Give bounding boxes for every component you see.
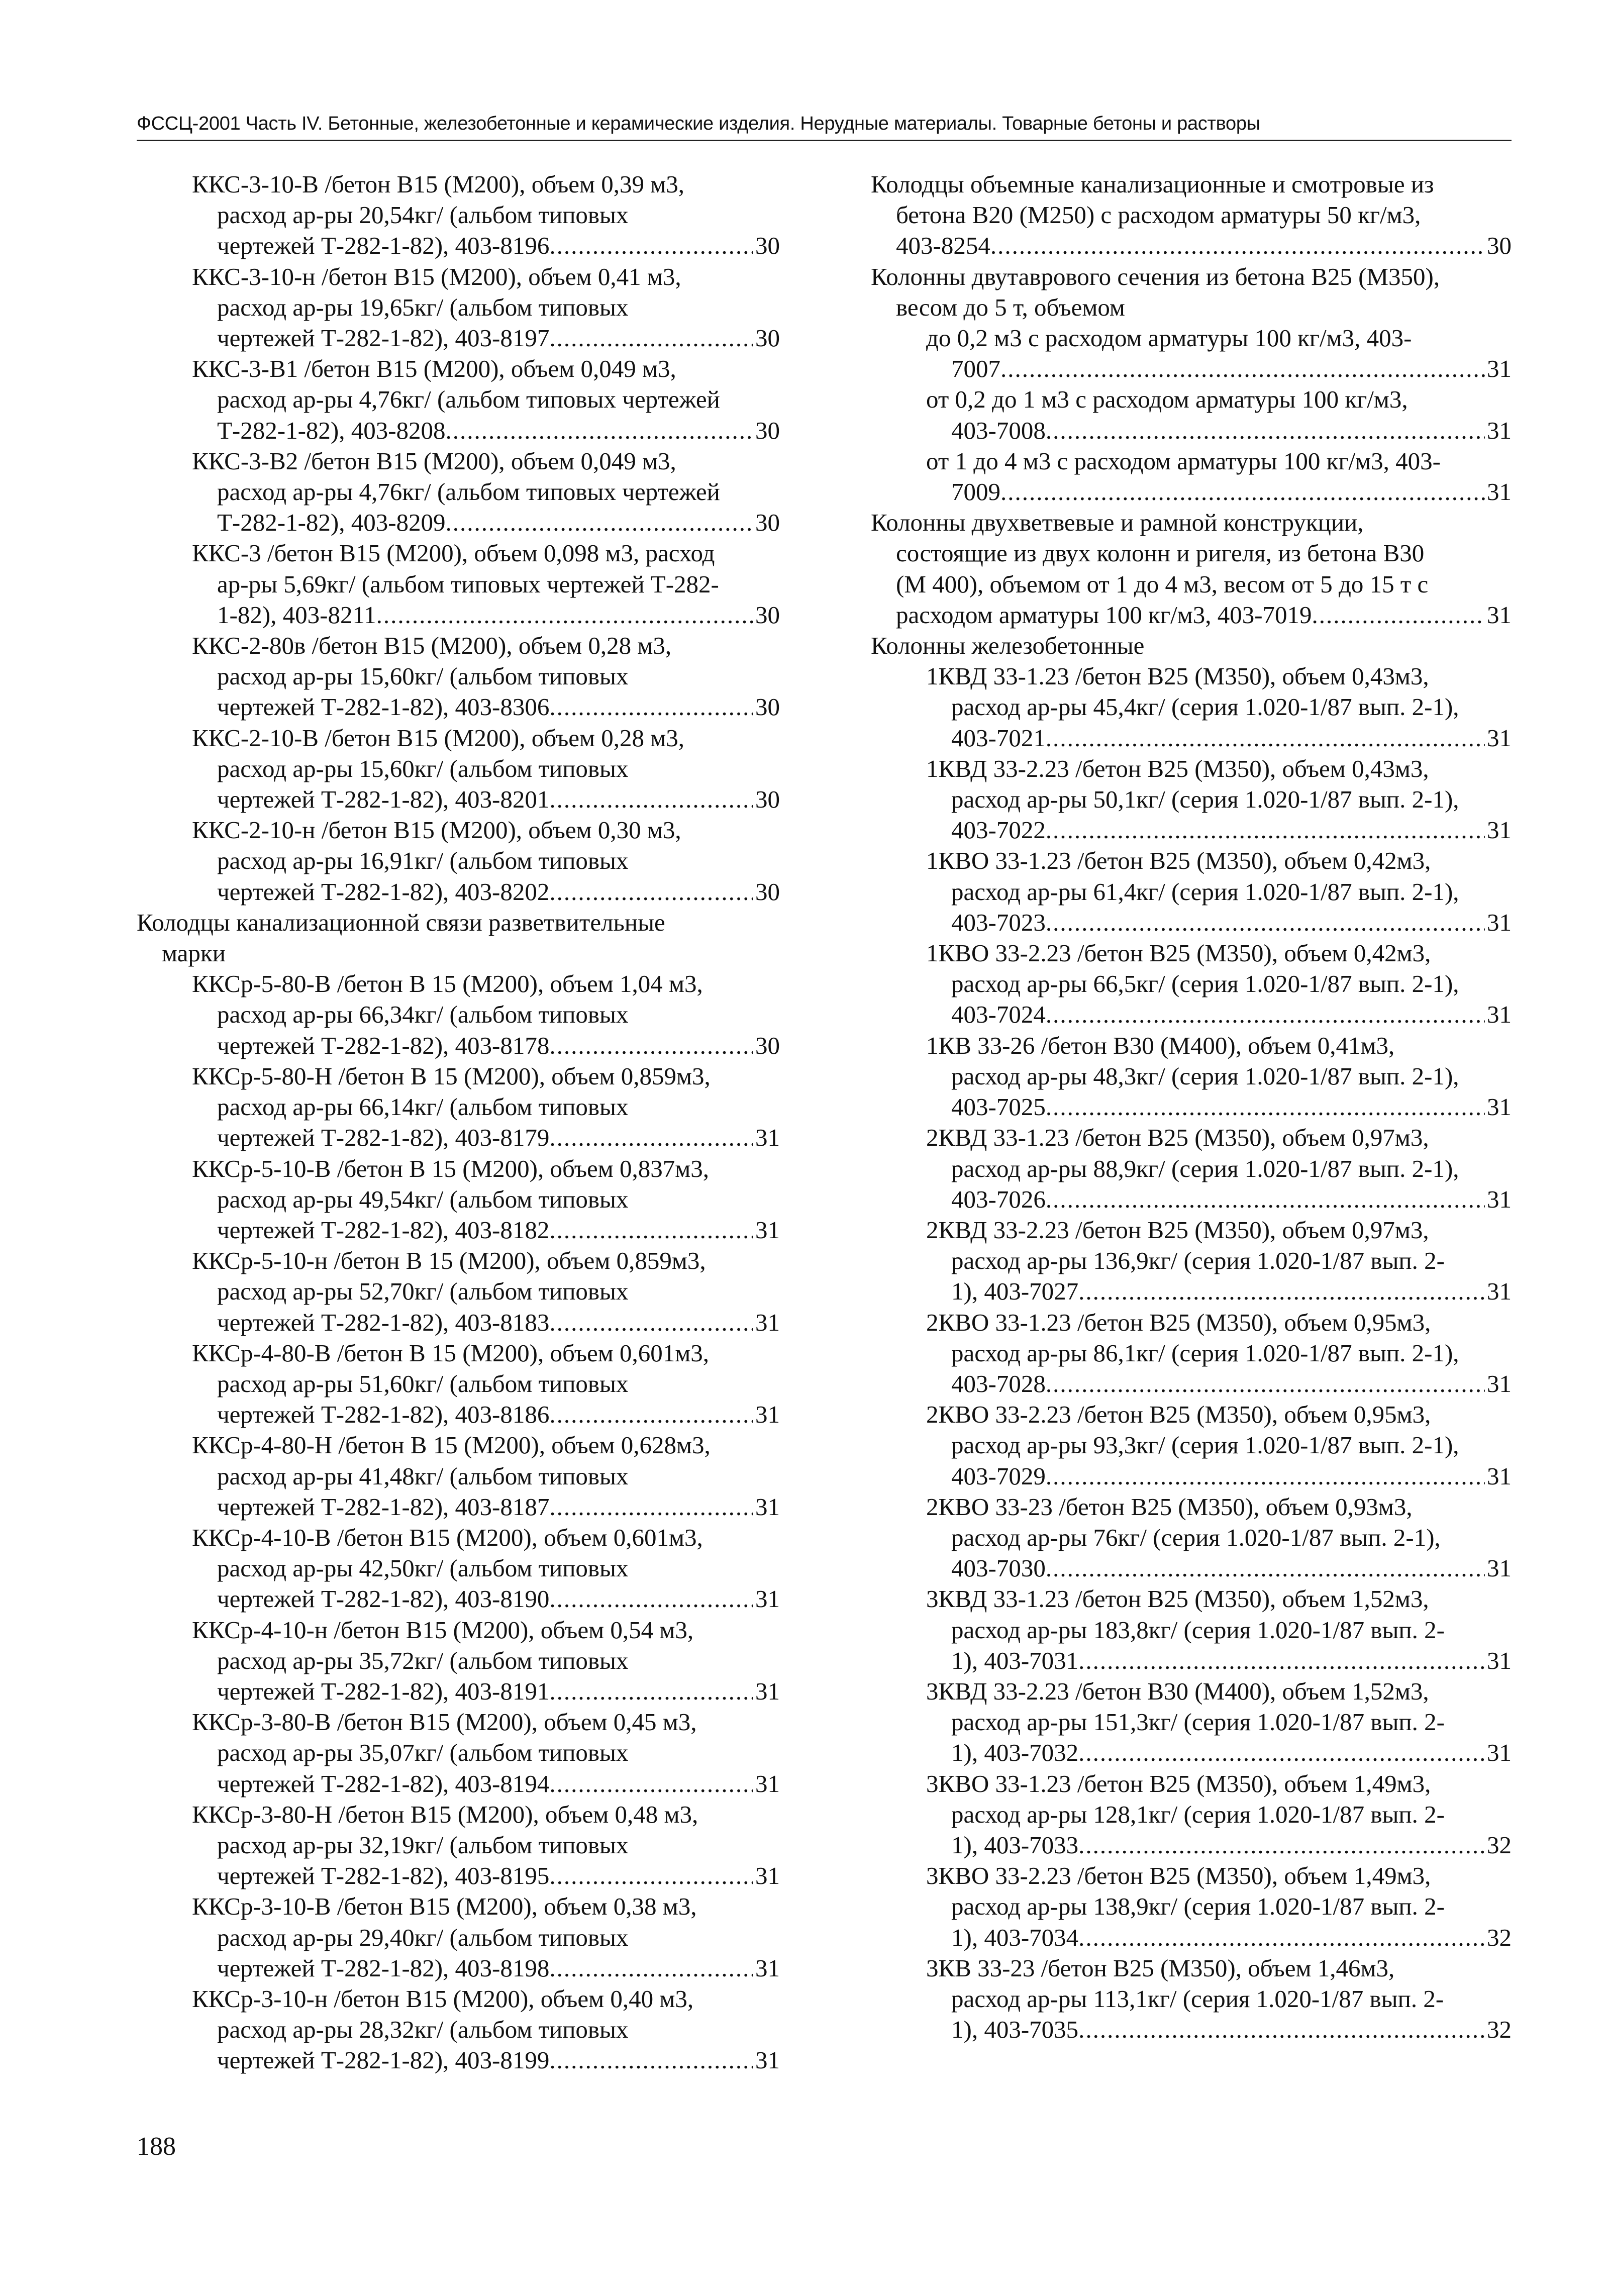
- index-entry-line: расход ар-ры 41,48кг/ (альбом типовых: [217, 1462, 629, 1490]
- index-entry: [871, 1583, 1512, 1676]
- index-page-ref: 31: [755, 1677, 780, 1705]
- index-entry: [137, 630, 780, 723]
- index-entry: [137, 1707, 780, 1799]
- index-entry: [137, 1061, 780, 1153]
- index-entry-line: 1КВО 33-1.23 /бетон В25 (М350), объем 0,42м3,: [926, 847, 1431, 875]
- index-entry-line: Колодцы канализационной связи разветвительные: [137, 908, 665, 936]
- index-entry-last-line: [871, 2014, 1512, 2045]
- index-entry-last-line: [137, 1215, 780, 1245]
- index-entry-last-line: [137, 1307, 780, 1338]
- index-entry-line: ККСр-4-10-В /бетон В15 (М200), объем 0,601м3,: [192, 1523, 703, 1551]
- index-entry: [137, 1891, 780, 1983]
- index-entry: [137, 907, 780, 968]
- index-page-ref: 32: [1487, 2016, 1512, 2044]
- dot-leader: [549, 1860, 753, 1891]
- index-page-ref: 31: [1487, 601, 1512, 629]
- index-entry-line: 2КВО 33-23 /бетон В25 (М350), объем 0,93м3,: [926, 1492, 1413, 1521]
- index-entry: [137, 446, 780, 538]
- index-entry-line: расход ар-ры 32,19кг/ (альбом типовых: [217, 1831, 629, 1859]
- index-entry-last-line: [137, 415, 780, 446]
- index-entry: [871, 630, 1512, 661]
- index-entry: [871, 938, 1512, 1030]
- index-entry-line: расход ар-ры 20,54кг/ (альбом типовых: [217, 201, 629, 229]
- index-page-ref: 31: [1487, 416, 1512, 444]
- dot-leader: [376, 600, 753, 630]
- index-entry-line: расход ар-ры 88,9кг/ (серия 1.020-1/87 вып. 2-1),: [951, 1154, 1459, 1182]
- index-entry-ref: 403-7008: [951, 416, 1046, 444]
- index-entry: [871, 507, 1512, 630]
- index-page-ref: 31: [755, 1216, 780, 1244]
- index-page-ref: 30: [755, 324, 780, 352]
- index-entry-line: 3КВД 33-1.23 /бетон В25 (М350), объем 1,52м3,: [926, 1585, 1429, 1613]
- index-entry-ref: 1), 403-7035: [951, 2016, 1079, 2044]
- index-entry-line: расход ар-ры 35,07кг/ (альбом типовых: [217, 1739, 629, 1767]
- dot-leader: [1078, 1645, 1485, 1676]
- index-entry-ref: чертежей Т-282-1-82), 403-8178: [217, 1031, 550, 1059]
- index-entry-last-line: [137, 323, 780, 353]
- index-entry: [871, 1307, 1512, 1400]
- index-entry-line: ККСр-5-10-н /бетон В 15 (М200), объем 0,859м3,: [192, 1247, 706, 1275]
- index-entry-last-line: [137, 230, 780, 261]
- index-entry: [871, 1953, 1512, 2045]
- index-entry-last-line: [137, 1860, 780, 1891]
- index-entry-line: расход ар-ры 4,76кг/ (альбом типовых чертежей: [217, 478, 720, 506]
- index-entry-ref: чертежей Т-282-1-82), 403-8190: [217, 1585, 550, 1613]
- index-entry-last-line: [871, 476, 1512, 507]
- index-entry-line: расход ар-ры 16,91кг/ (альбом типовых: [217, 847, 629, 875]
- dot-leader: [549, 1491, 753, 1522]
- index-entry-ref: Т-282-1-82), 403-8208: [217, 416, 446, 444]
- index-entry-last-line: [871, 1645, 1512, 1676]
- dot-leader: [549, 1583, 753, 1614]
- dot-leader: [549, 784, 753, 815]
- index-entry-line: ККС-2-80в /бетон В15 (М200), объем 0,28 м3,: [192, 632, 672, 660]
- index-entry-line: ККСр-5-80-В /бетон В 15 (М200), объем 1,04 м3,: [192, 970, 703, 998]
- index-entry-ref: 403-7023: [951, 908, 1046, 936]
- index-entry-line: расход ар-ры 113,1кг/ (серия 1.020-1/87 вып. 2-: [951, 1984, 1444, 2013]
- index-entry-ref: 1), 403-7032: [951, 1739, 1079, 1767]
- index-entry-ref: чертежей Т-282-1-82), 403-8197: [217, 324, 550, 352]
- index-entry-line: расход ар-ры 51,60кг/ (альбом типовых: [217, 1369, 629, 1397]
- index-page-ref: 31: [1487, 1185, 1512, 1213]
- index-entry: [871, 753, 1512, 846]
- index-entry-line: расход ар-ры 35,72кг/ (альбом типовых: [217, 1646, 629, 1674]
- index-entry-line: ар-ры 5,69кг/ (альбом типовых чертежей Т-282-: [217, 570, 719, 598]
- index-entry-line: ККС-2-10-В /бетон В15 (М200), объем 0,28 м3,: [192, 724, 685, 752]
- index-entry-last-line: [137, 1583, 780, 1614]
- index-entry-line: ККСр-3-80-В /бетон В15 (М200), объем 0,45 м3,: [192, 1708, 697, 1736]
- index-entry-line: расход ар-ры 50,1кг/ (серия 1.020-1/87 вып. 2-1),: [951, 785, 1459, 814]
- index-entry: [137, 1245, 780, 1338]
- index-entry: [871, 1030, 1512, 1123]
- index-entry-line: (М 400), объемом от 1 до 4 м3, весом от 5 до 15 т с: [896, 570, 1429, 598]
- index-entry-line: расход ар-ры 45,4кг/ (серия 1.020-1/87 вып. 2-1),: [951, 693, 1459, 721]
- index-entry-ref: чертежей Т-282-1-82), 403-8196: [217, 232, 550, 260]
- index-page-ref: 31: [1487, 816, 1512, 844]
- index-entry: [871, 1768, 1512, 1861]
- dot-leader: [549, 2045, 753, 2075]
- index-entry-last-line: [871, 600, 1512, 630]
- index-entry: [871, 384, 1512, 445]
- index-entry-line: Колонны двухветвевые и рамной конструкции,: [871, 509, 1364, 537]
- index-entry-line: расход ар-ры 42,50кг/ (альбом типовых: [217, 1554, 629, 1582]
- index-page-ref: 31: [1487, 1093, 1512, 1121]
- index-page-ref: 31: [755, 1492, 780, 1521]
- index-entry-last-line: [871, 999, 1512, 1030]
- index-entry-line: расход ар-ры 128,1кг/ (серия 1.020-1/87 вып. 2-: [951, 1800, 1445, 1828]
- dot-leader: [549, 1307, 753, 1338]
- index-entry-line: ККС-3-В2 /бетон В15 (М200), объем 0,049 м3,: [192, 447, 676, 475]
- dot-leader: [1078, 1276, 1485, 1307]
- index-page-ref: 30: [755, 509, 780, 537]
- index-entry-ref: 403-7024: [951, 1001, 1046, 1029]
- index-entry-last-line: [137, 691, 780, 722]
- index-entry-last-line: [137, 1399, 780, 1430]
- index-entry: [871, 1215, 1512, 1307]
- index-page-ref: 30: [755, 416, 780, 444]
- index-entry: [137, 1430, 780, 1522]
- index-entry-last-line: [871, 815, 1512, 845]
- index-entry-ref: 403-7030: [951, 1554, 1046, 1582]
- index-entry-last-line: [871, 1737, 1512, 1768]
- index-entry-line: 2КВО 33-1.23 /бетон В25 (М350), объем 0,95м3,: [926, 1308, 1431, 1336]
- index-entry-line: расход ар-ры 136,9кг/ (серия 1.020-1/87 вып. 2-: [951, 1247, 1445, 1275]
- index-entry: [871, 1122, 1512, 1215]
- index-page-ref: 31: [1487, 1001, 1512, 1029]
- index-entry: [137, 353, 780, 446]
- index-entry: [137, 169, 780, 261]
- index-entry-line: ККС-2-10-н /бетон В15 (М200), объем 0,30 м3,: [192, 816, 681, 844]
- index-page-ref: 31: [755, 2046, 780, 2074]
- index-entry-last-line: [137, 1768, 780, 1799]
- index-entry-line: ККС-3-10-н /бетон В15 (М200), объем 0,41 м3,: [192, 262, 681, 290]
- dot-leader: [549, 1399, 753, 1430]
- index-entry-line: 1КВД 33-1.23 /бетон В25 (М350), объем 0,43м3,: [926, 662, 1429, 690]
- index-entry: [137, 723, 780, 815]
- index-entry-line: ККСр-3-10-н /бетон В15 (М200), объем 0,40 м3,: [192, 1984, 694, 2013]
- index-entry-last-line: [871, 723, 1512, 753]
- index-entry-last-line: [137, 784, 780, 815]
- dot-leader: [549, 1768, 753, 1799]
- dot-leader: [1078, 1830, 1485, 1860]
- index-entry-ref: чертежей Т-282-1-82), 403-8194: [217, 1769, 550, 1798]
- dot-leader: [549, 1030, 753, 1061]
- index-entry-line: 1КВД 33-2.23 /бетон В25 (М350), объем 0,43м3,: [926, 754, 1429, 782]
- index-entry-line: 1КВ 33-26 /бетон В30 (М400), объем 0,41м3,: [926, 1031, 1395, 1059]
- index-entry-line: расход ар-ры 86,1кг/ (серия 1.020-1/87 вып. 2-1),: [951, 1339, 1459, 1367]
- index-page-ref: 31: [1487, 908, 1512, 936]
- index-entry-line: расход ар-ры 93,3кг/ (серия 1.020-1/87 вып. 2-1),: [951, 1431, 1459, 1459]
- index-entry-ref: чертежей Т-282-1-82), 403-8202: [217, 877, 550, 906]
- page-number: 188: [137, 2132, 176, 2161]
- index-entry-last-line: [871, 1922, 1512, 1953]
- index-entry-line: расход ар-ры 15,60кг/ (альбом типовых: [217, 754, 629, 782]
- index-entry-ref: чертежей Т-282-1-82), 403-8191: [217, 1677, 550, 1705]
- index-entry-line: 1КВО 33-2.23 /бетон В25 (М350), объем 0,42м3,: [926, 939, 1431, 967]
- index-entry-last-line: [137, 600, 780, 630]
- dot-leader: [549, 1215, 753, 1245]
- index-entry: [871, 446, 1512, 507]
- running-header: ФССЦ-2001 Часть IV. Бетонные, железобетонные и керамические изделия. Нерудные материалы. Товарные бетоны и растворы: [137, 110, 1512, 141]
- index-entry: [871, 1676, 1512, 1768]
- dot-leader: [1078, 1737, 1485, 1768]
- index-entry-ref: 403-7029: [951, 1462, 1046, 1490]
- dot-leader: [1046, 1091, 1485, 1122]
- dot-leader: [446, 507, 753, 538]
- index-entry-line: 2КВО 33-2.23 /бетон В25 (М350), объем 0,95м3,: [926, 1401, 1431, 1429]
- dot-leader: [1046, 1184, 1485, 1215]
- index-entry: [871, 323, 1512, 384]
- index-page-ref: 31: [755, 1862, 780, 1890]
- index-entry-last-line: [871, 1461, 1512, 1491]
- index-entry-line: расход ар-ры 66,5кг/ (серия 1.020-1/87 вып. 2-1),: [951, 970, 1459, 998]
- index-entry-ref: чертежей Т-282-1-82), 403-8182: [217, 1216, 550, 1244]
- index-page-ref: 30: [755, 601, 780, 629]
- index-entry-last-line: [871, 353, 1512, 384]
- index-entry-line: 2КВД 33-1.23 /бетон В25 (М350), объем 0,97м3,: [926, 1124, 1429, 1152]
- index-page-ref: 31: [1487, 1554, 1512, 1582]
- index-entry-line: расход ар-ры 19,65кг/ (альбом типовых: [217, 293, 629, 321]
- index-page-ref: 30: [1487, 232, 1512, 260]
- index-entry-line: расход ар-ры 4,76кг/ (альбом типовых чертежей: [217, 385, 720, 414]
- index-page-ref: 30: [755, 877, 780, 906]
- index-entry-line: ККСр-3-80-Н /бетон В15 (М200), объем 0,48 м3,: [192, 1800, 698, 1828]
- index-entry-ref: чертежей Т-282-1-82), 403-8201: [217, 785, 550, 814]
- index-entry-ref: чертежей Т-282-1-82), 403-8187: [217, 1492, 550, 1521]
- index-entry-line: Колодцы объемные канализационные и смотровые из: [871, 170, 1434, 198]
- index-entry-line: ККС-3-10-В /бетон В15 (М200), объем 0,39 м3,: [192, 170, 685, 198]
- index-entry-ref: 403-7021: [951, 724, 1046, 752]
- index-entry-line: 3КВД 33-2.23 /бетон В30 (М400), объем 1,52м3,: [926, 1677, 1429, 1705]
- index-entry-last-line: [137, 876, 780, 907]
- index-entry: [137, 538, 780, 630]
- index-entry: [137, 1522, 780, 1615]
- index-entry-last-line: [137, 1491, 780, 1522]
- dot-leader: [1000, 353, 1485, 384]
- index-entry: [137, 1338, 780, 1430]
- index-page-ref: 30: [755, 693, 780, 721]
- index-entry-line: ККСр-3-10-В /бетон В15 (М200), объем 0,38 м3,: [192, 1892, 697, 1921]
- index-entry-ref: чертежей Т-282-1-82), 403-8195: [217, 1862, 550, 1890]
- index-page-ref: 31: [1487, 724, 1512, 752]
- index-entry-line: 2КВД 33-2.23 /бетон В25 (М350), объем 0,97м3,: [926, 1216, 1429, 1244]
- index-entry-last-line: [871, 230, 1512, 261]
- index-page-ref: 31: [755, 1124, 780, 1152]
- index-entry: [137, 1983, 780, 2076]
- dot-leader: [446, 415, 753, 446]
- index-entry: [137, 261, 780, 354]
- index-entry-line: ККСр-4-80-В /бетон В 15 (М200), объем 0,601м3,: [192, 1339, 710, 1367]
- dot-leader: [1046, 723, 1485, 753]
- index-entry-line: расход ар-ры 15,60кг/ (альбом типовых: [217, 662, 629, 690]
- dot-leader: [1078, 2014, 1485, 2045]
- index-entry-line: расход ар-ры 48,3кг/ (серия 1.020-1/87 вып. 2-1),: [951, 1062, 1459, 1090]
- index-page-ref: 31: [1487, 478, 1512, 506]
- index-entry-ref: Т-282-1-82), 403-8209: [217, 509, 446, 537]
- index-entry-ref: 1), 403-7033: [951, 1831, 1079, 1859]
- index-page-ref: 31: [1487, 1369, 1512, 1397]
- index-entry-ref: 403-7025: [951, 1093, 1046, 1121]
- index-page-ref: 30: [755, 1031, 780, 1059]
- index-entry-last-line: [137, 1122, 780, 1153]
- index-entry-ref: чертежей Т-282-1-82), 403-8179: [217, 1124, 550, 1152]
- index-entry-ref: 7009: [951, 478, 1000, 506]
- index-page-ref: 32: [1487, 1923, 1512, 1951]
- index-entry-ref: 403-7026: [951, 1185, 1046, 1213]
- index-entry-line: от 1 до 4 м3 с расходом арматуры 100 кг/м3, 403-: [926, 447, 1441, 475]
- index-entry-line: расход ар-ры 61,4кг/ (серия 1.020-1/87 вып. 2-1),: [951, 877, 1459, 906]
- dot-leader: [1046, 907, 1485, 938]
- index-entry: [871, 845, 1512, 938]
- dot-leader: [1046, 1461, 1485, 1491]
- dot-leader: [549, 691, 753, 722]
- index-entry-ref: 403-7022: [951, 816, 1046, 844]
- index-entry-ref: 1), 403-7034: [951, 1923, 1079, 1951]
- index-entry-ref: 1-82), 403-8211: [217, 601, 376, 629]
- index-page-ref: 31: [755, 1401, 780, 1429]
- dot-leader: [549, 230, 753, 261]
- index-entry-last-line: [871, 1184, 1512, 1215]
- index-page-ref: 31: [755, 1769, 780, 1798]
- index-entry-line: 3КВО 33-1.23 /бетон В25 (М350), объем 1,49м3,: [926, 1769, 1431, 1798]
- index-entry-last-line: [137, 1030, 780, 1061]
- index-entry-line: ККС-3-В1 /бетон В15 (М200), объем 0,049 м3,: [192, 355, 676, 383]
- index-entry-line: весом до 5 т, объемом: [896, 293, 1125, 321]
- index-entry-last-line: [871, 1091, 1512, 1122]
- index-entry-line: расход ар-ры 52,70кг/ (альбом типовых: [217, 1277, 629, 1306]
- index-page-ref: 31: [755, 1585, 780, 1613]
- index-entry-ref: 403-8254: [896, 232, 990, 260]
- index-entry-line: расход ар-ры 29,40кг/ (альбом типовых: [217, 1923, 629, 1951]
- index-entry-line: ККСр-4-80-Н /бетон В 15 (М200), объем 0,628м3,: [192, 1431, 711, 1459]
- index-entry-line: расход ар-ры 66,14кг/ (альбом типовых: [217, 1093, 629, 1121]
- index-entry-ref: чертежей Т-282-1-82), 403-8306: [217, 693, 550, 721]
- index-entry-line: ККСр-4-10-н /бетон В15 (М200), объем 0,54 м3,: [192, 1616, 694, 1644]
- index-entry-last-line: [137, 1953, 780, 1983]
- index-entry: [871, 1399, 1512, 1491]
- index-entry: [871, 169, 1512, 261]
- index-entry-line: Колонны двутаврового сечения из бетона В25 (М350),: [871, 262, 1440, 290]
- index-entry-ref: 7007: [951, 355, 1000, 383]
- dot-leader: [1078, 1922, 1485, 1953]
- index-entry-last-line: [871, 907, 1512, 938]
- index-entry-last-line: [137, 1676, 780, 1707]
- index-page-ref: 30: [755, 232, 780, 260]
- index-page-ref: 31: [1487, 355, 1512, 383]
- index-page-ref: 31: [1487, 1277, 1512, 1306]
- index-entry-line: 3КВО 33-2.23 /бетон В25 (М350), объем 1,49м3,: [926, 1862, 1431, 1890]
- index-page-ref: 31: [755, 1308, 780, 1336]
- index-entry-line: расход ар-ры 49,54кг/ (альбом типовых: [217, 1185, 629, 1213]
- index-entry-last-line: [871, 1368, 1512, 1399]
- dot-leader: [1046, 999, 1485, 1030]
- index-entry: [137, 815, 780, 907]
- index-column-right: [871, 169, 1512, 2045]
- index-entry-ref: чертежей Т-282-1-82), 403-8198: [217, 1954, 550, 1982]
- index-entry: [871, 1491, 1512, 1584]
- dot-leader: [1046, 415, 1485, 446]
- index-entry: [137, 1799, 780, 1891]
- index-page-ref: 31: [1487, 1646, 1512, 1674]
- index-entry-ref: чертежей Т-282-1-82), 403-8186: [217, 1401, 550, 1429]
- index-entry-line: расход ар-ры 151,3кг/ (серия 1.020-1/87 вып. 2-: [951, 1708, 1445, 1736]
- dot-leader: [549, 1676, 753, 1707]
- index-entry: [871, 261, 1512, 323]
- index-entry-line: расход ар-ры 66,34кг/ (альбом типовых: [217, 1001, 629, 1029]
- index-entry-line: бетона В20 (М250) с расходом арматуры 50 кг/м3,: [896, 201, 1421, 229]
- index-page-ref: 30: [755, 785, 780, 814]
- index-entry-line: марки: [162, 939, 226, 967]
- dot-leader: [1046, 1368, 1485, 1399]
- index-entry-line: ККСр-5-80-Н /бетон В 15 (М200), объем 0,859м3,: [192, 1062, 711, 1090]
- index-entry-line: расход ар-ры 183,8кг/ (серия 1.020-1/87 вып. 2-: [951, 1616, 1445, 1644]
- index-entry-ref: 403-7028: [951, 1369, 1046, 1397]
- index-entry-ref: 1), 403-7031: [951, 1646, 1079, 1674]
- index-page-ref: 32: [1487, 1831, 1512, 1859]
- index-entry: [871, 661, 1512, 753]
- index-entry-line: расход ар-ры 28,32кг/ (альбом типовых: [217, 2016, 629, 2044]
- index-entry-line: расход ар-ры 138,9кг/ (серия 1.020-1/87 вып. 2-: [951, 1892, 1445, 1921]
- index-page-ref: 31: [1487, 1739, 1512, 1767]
- dot-leader: [1046, 815, 1485, 845]
- index-entry-ref: чертежей Т-282-1-82), 403-8199: [217, 2046, 550, 2074]
- index-entry-last-line: [871, 1276, 1512, 1307]
- dot-leader: [1000, 476, 1485, 507]
- index-entry-line: состоящие из двух колонн и ригеля, из бетона В30: [896, 539, 1425, 567]
- dot-leader: [990, 230, 1485, 261]
- index-entry-line: ККС-3 /бетон В15 (М200), объем 0,098 м3, расход: [192, 539, 715, 567]
- dot-leader: [549, 323, 753, 353]
- index-page-ref: 31: [755, 1954, 780, 1982]
- index-page-ref: 31: [1487, 1462, 1512, 1490]
- index-entry-ref: расходом арматуры 100 кг/м3, 403-7019: [896, 601, 1312, 629]
- index-entry-line: до 0,2 м3 с расходом арматуры 100 кг/м3, 403-: [926, 324, 1412, 352]
- index-entry: [137, 1153, 780, 1246]
- index-entry-last-line: [871, 415, 1512, 446]
- index-entry-last-line: [137, 507, 780, 538]
- index-entry-last-line: [871, 1830, 1512, 1860]
- index-entry-ref: чертежей Т-282-1-82), 403-8183: [217, 1308, 550, 1336]
- index-entry-line: 3КВ 33-23 /бетон В25 (М350), объем 1,46м3,: [926, 1954, 1395, 1982]
- index-entry-line: ККСр-5-10-В /бетон В 15 (М200), объем 0,837м3,: [192, 1154, 710, 1182]
- dot-leader: [1046, 1553, 1485, 1583]
- index-column-left: [137, 169, 780, 2076]
- index-entry-line: расход ар-ры 76кг/ (серия 1.020-1/87 вып. 2-1),: [951, 1523, 1441, 1551]
- index-entry-line: от 0,2 до 1 м3 с расходом арматуры 100 кг/м3,: [926, 385, 1408, 414]
- index-entry: [137, 968, 780, 1061]
- index-entry-last-line: [871, 1553, 1512, 1583]
- dot-leader: [549, 876, 753, 907]
- dot-leader: [549, 1122, 753, 1153]
- index-entry: [137, 1615, 780, 1707]
- index-entry: [871, 1860, 1512, 1953]
- index-entry-line: Колонны железобетонные: [871, 632, 1145, 660]
- index-entry-last-line: [137, 2045, 780, 2075]
- dot-leader: [1312, 600, 1485, 630]
- dot-leader: [549, 1953, 753, 1983]
- index-entry-ref: 1), 403-7027: [951, 1277, 1079, 1306]
